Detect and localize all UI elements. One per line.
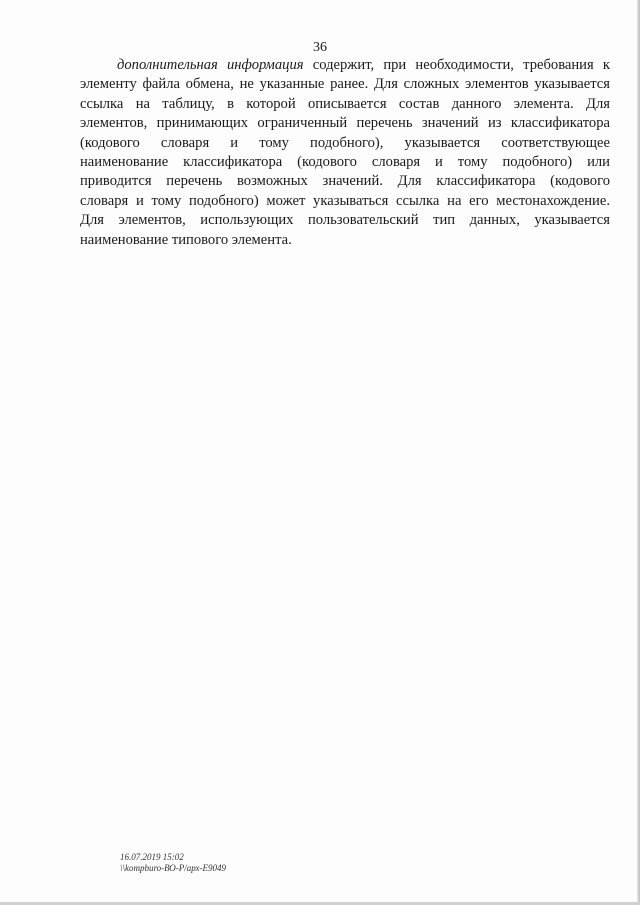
footer-timestamp: 16.07.2019 15:02 [120, 852, 184, 862]
paragraph-line-5: (кодового словаря и тому подобного), указывается соответствующее [80, 134, 610, 151]
body-paragraph [80, 56, 610, 250]
italic-term: дополнительная информация [117, 57, 304, 73]
footer-file-path: \\kompburo-ВО-Р/арх-Е9049 [120, 863, 227, 873]
paragraph-line-9: Для элементов, использующих пользовательский тип данных, указывается [80, 212, 610, 229]
document-footer [120, 852, 226, 874]
paragraph-line-4: элементов, принимающих ограниченный перечень значений из классификатора [80, 115, 610, 132]
paragraph-line-7: приводится перечень возможных значений. Для классификатора (кодового [80, 173, 610, 190]
paragraph-line-3: ссылка на таблицу, в которой описывается состав данного элемента. Для [80, 95, 610, 112]
paragraph-line-2: элементу файла обмена, не указанные ранее. Для сложных элементов указывается [80, 76, 610, 93]
page-number: 36 [313, 40, 327, 55]
paragraph-line-8: словаря и тому подобного) может указываться ссылка на его местонахождение. [80, 192, 610, 209]
paragraph-line-10: наименование типового элемента. [80, 231, 292, 248]
paragraph-line-1-rest: содержит, при необходимости, требования к [303, 57, 610, 73]
paragraph-line-1 [80, 56, 610, 75]
paragraph-line-6: наименование классификатора (кодового словаря и тому подобного) или [80, 154, 610, 171]
